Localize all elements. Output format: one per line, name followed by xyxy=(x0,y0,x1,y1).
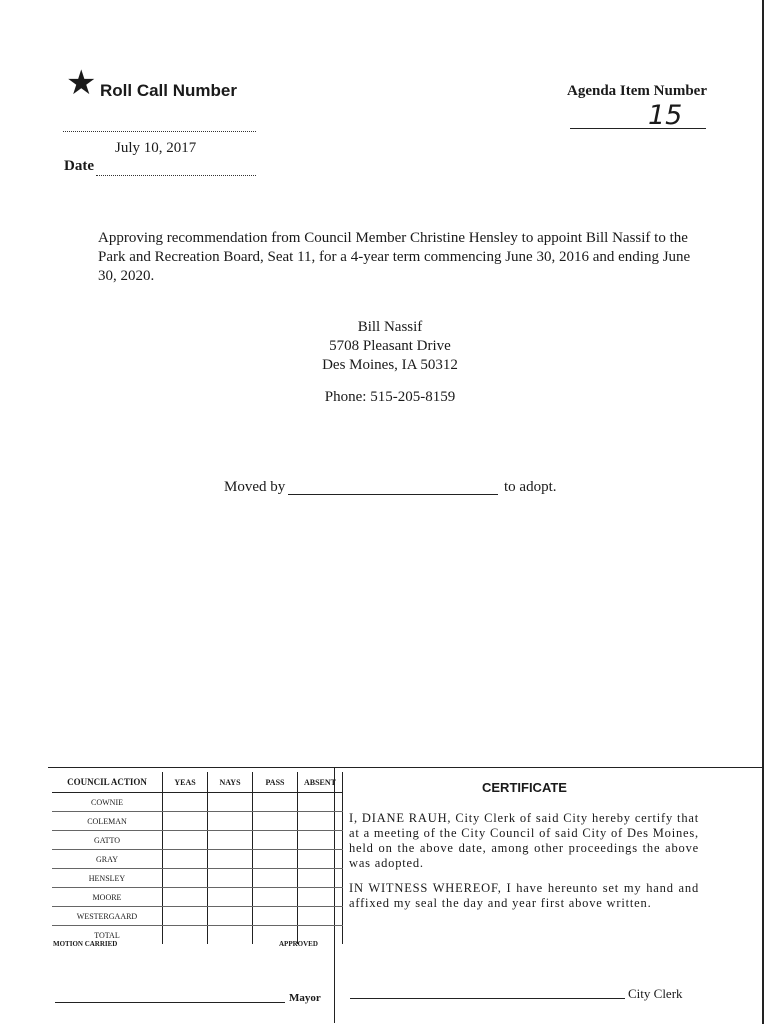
roll-call-label: Roll Call Number xyxy=(100,81,237,100)
star-icon: ★ xyxy=(66,63,97,103)
table-row xyxy=(52,793,343,812)
moved-by-label: Moved by xyxy=(224,479,286,495)
header-council-action: COUNCIL ACTION xyxy=(52,772,163,793)
header-nays: NAYS xyxy=(208,772,253,793)
mayor-label: Mayor xyxy=(289,992,321,1004)
date-field-line xyxy=(96,175,256,176)
agenda-item-number: 15 xyxy=(648,100,683,131)
motion-carried-label: MOTION CARRIED xyxy=(53,940,118,948)
approved-label: APPROVED xyxy=(279,940,318,948)
appointee-phone: Phone: 515-205-8159 xyxy=(324,389,456,405)
member-name: GRAY xyxy=(52,850,163,869)
city-clerk-label: City Clerk xyxy=(628,986,683,1001)
agenda-item-line xyxy=(570,128,706,129)
total-label: TOTAL xyxy=(52,926,163,945)
header-pass: PASS xyxy=(253,772,298,793)
appointee-street: 5708 Pleasant Drive xyxy=(329,338,451,354)
action-section-divider xyxy=(48,767,762,768)
header-absent: ABSENT xyxy=(298,772,343,793)
member-name: GATTO xyxy=(52,831,163,850)
table-header-row xyxy=(52,772,343,793)
member-name: WESTERGAARD xyxy=(52,907,163,926)
date-value: July 10, 2017 xyxy=(115,140,197,156)
table-row xyxy=(52,907,343,926)
page-edge-line xyxy=(762,0,764,1024)
appointee-address-block xyxy=(300,318,480,375)
appointee-name: Bill Nassif xyxy=(357,319,423,335)
certificate-title: CERTIFICATE xyxy=(482,780,567,795)
table-row xyxy=(52,812,343,831)
certificate-paragraph-2: IN WITNESS WHEREOF, I have hereunto set my hand and affixed my seal the day and year first above written. xyxy=(349,881,699,910)
resolution-text: Approving recommendation from Council Member Christine Hensley to appoint Bill Nassif to the Park and Recreation Board, Seat 11, for a 4-year term commencing June 30, 2016 and ending June 30, 2020. xyxy=(98,230,691,284)
member-name: COWNIE xyxy=(52,793,163,812)
certificate-paragraph-1: I, DIANE RAUH, City Clerk of said City hereby certify that at a meeting of the City Council of said City of Des Moines, held on the above date, among other proceedings the above was adopted. xyxy=(349,811,699,870)
header-yeas: YEAS xyxy=(163,772,208,793)
mayor-signature-line xyxy=(55,1002,285,1003)
agenda-item-label: Agenda Item Number xyxy=(567,83,707,99)
member-name: MOORE xyxy=(52,888,163,907)
table-row xyxy=(52,831,343,850)
member-name: COLEMAN xyxy=(52,812,163,831)
roll-call-number-field xyxy=(63,131,256,132)
council-action-table xyxy=(52,772,343,944)
appointee-city: Des Moines, IA 50312 xyxy=(322,357,458,373)
city-clerk-signature-line xyxy=(350,998,625,999)
table-row xyxy=(52,869,343,888)
member-name: HENSLEY xyxy=(52,869,163,888)
table-row xyxy=(52,888,343,907)
table-row xyxy=(52,850,343,869)
to-adopt-label: to adopt. xyxy=(504,479,557,495)
date-label: Date xyxy=(64,158,94,174)
moved-by-line xyxy=(288,494,498,495)
